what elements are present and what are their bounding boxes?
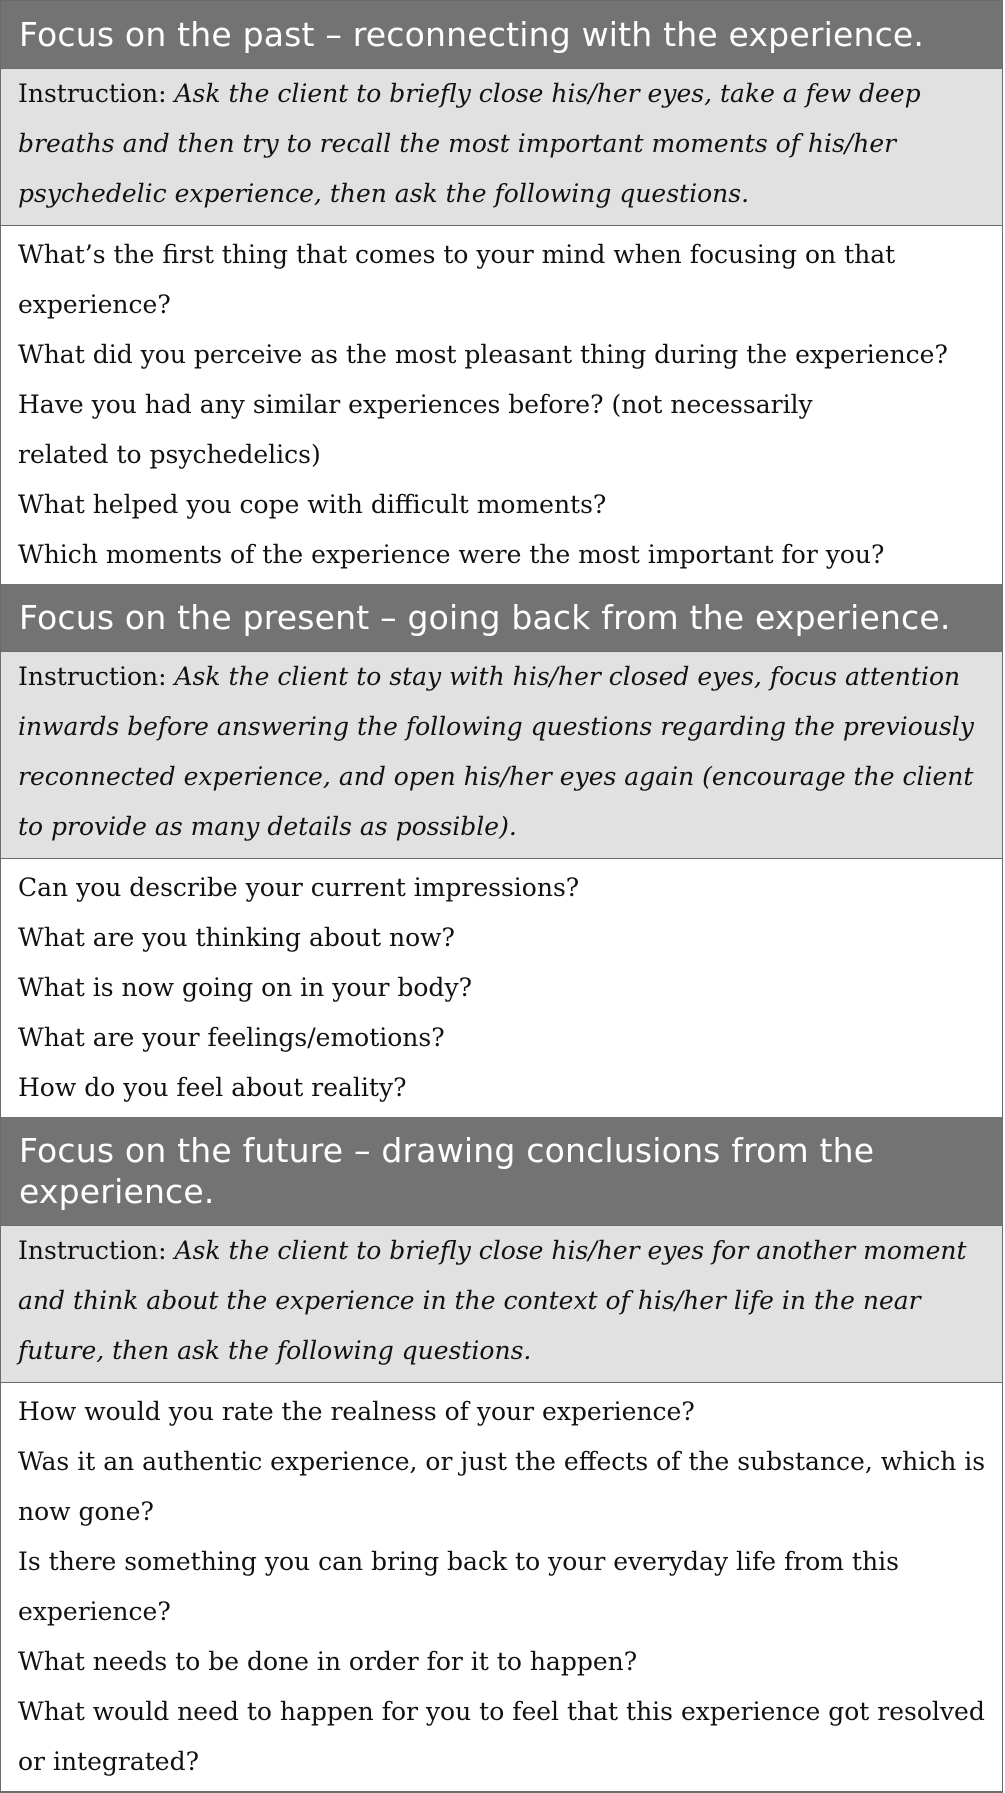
question-item: What are you thinking about now? [18,923,455,952]
instruction-label: Instruction: [18,662,167,691]
section-past [1,1,1002,584]
question-item: What did you perceive as the most pleasant thing during the experience? [18,340,948,369]
instruction-block [1,651,1002,859]
question-item: Have you had any similar experiences before? (not necessarily related to psychedelics) [18,390,813,469]
instruction-label: Instruction: [18,1236,167,1265]
question-item: What’s the first thing that comes to your mind when focusing on that experience? [18,240,896,319]
question-item: Can you describe your current impressions? [18,873,580,902]
question-list [1,859,1002,1117]
section-present [1,584,1002,1117]
question-item: What is now going on in your body? [18,973,472,1002]
question-item: Is there something you can bring back to your everyday life from this experience? [18,1547,899,1626]
question-item: What would need to happen for you to feel that this experience got resolved or integrated? [18,1697,985,1776]
question-list [1,1383,1002,1791]
section-title: Focus on the future – drawing conclusions from the experience. [1,1117,1002,1225]
section-future [1,1117,1002,1791]
instruction-text: Ask the client to stay with his/her closed eyes, focus attention inwards before answering the following questions regarding the previously reconnected experience, and open his/her eyes again (encourage the client to provide as many details as possible). [18,662,974,841]
question-item: What are your feelings/emotions? [18,1023,445,1052]
question-item: How do you feel about reality? [18,1073,407,1102]
question-list [1,226,1002,584]
question-item: Which moments of the experience were the most important for you? [18,540,885,569]
question-item: How would you rate the realness of your experience? [18,1397,695,1426]
question-item: What needs to be done in order for it to happen? [18,1647,638,1676]
instruction-block [1,1225,1002,1383]
instruction-text: Ask the client to briefly close his/her eyes, take a few deep breaths and then try to recall the most important moments of his/her psychedelic experience, then ask the following questions. [18,79,921,208]
section-title: Focus on the present – going back from the experience. [1,584,1002,651]
section-title: Focus on the past – reconnecting with the experience. [1,1,1002,68]
instruction-label: Instruction: [18,79,167,108]
question-item: Was it an authentic experience, or just the effects of the substance, which is now gone? [18,1447,986,1526]
instruction-block [1,68,1002,226]
instruction-text: Ask the client to briefly close his/her eyes for another moment and think about the experience in the context of his/her life in the near future, then ask the following questions. [18,1236,967,1365]
question-item: What helped you cope with difficult moments? [18,490,607,519]
